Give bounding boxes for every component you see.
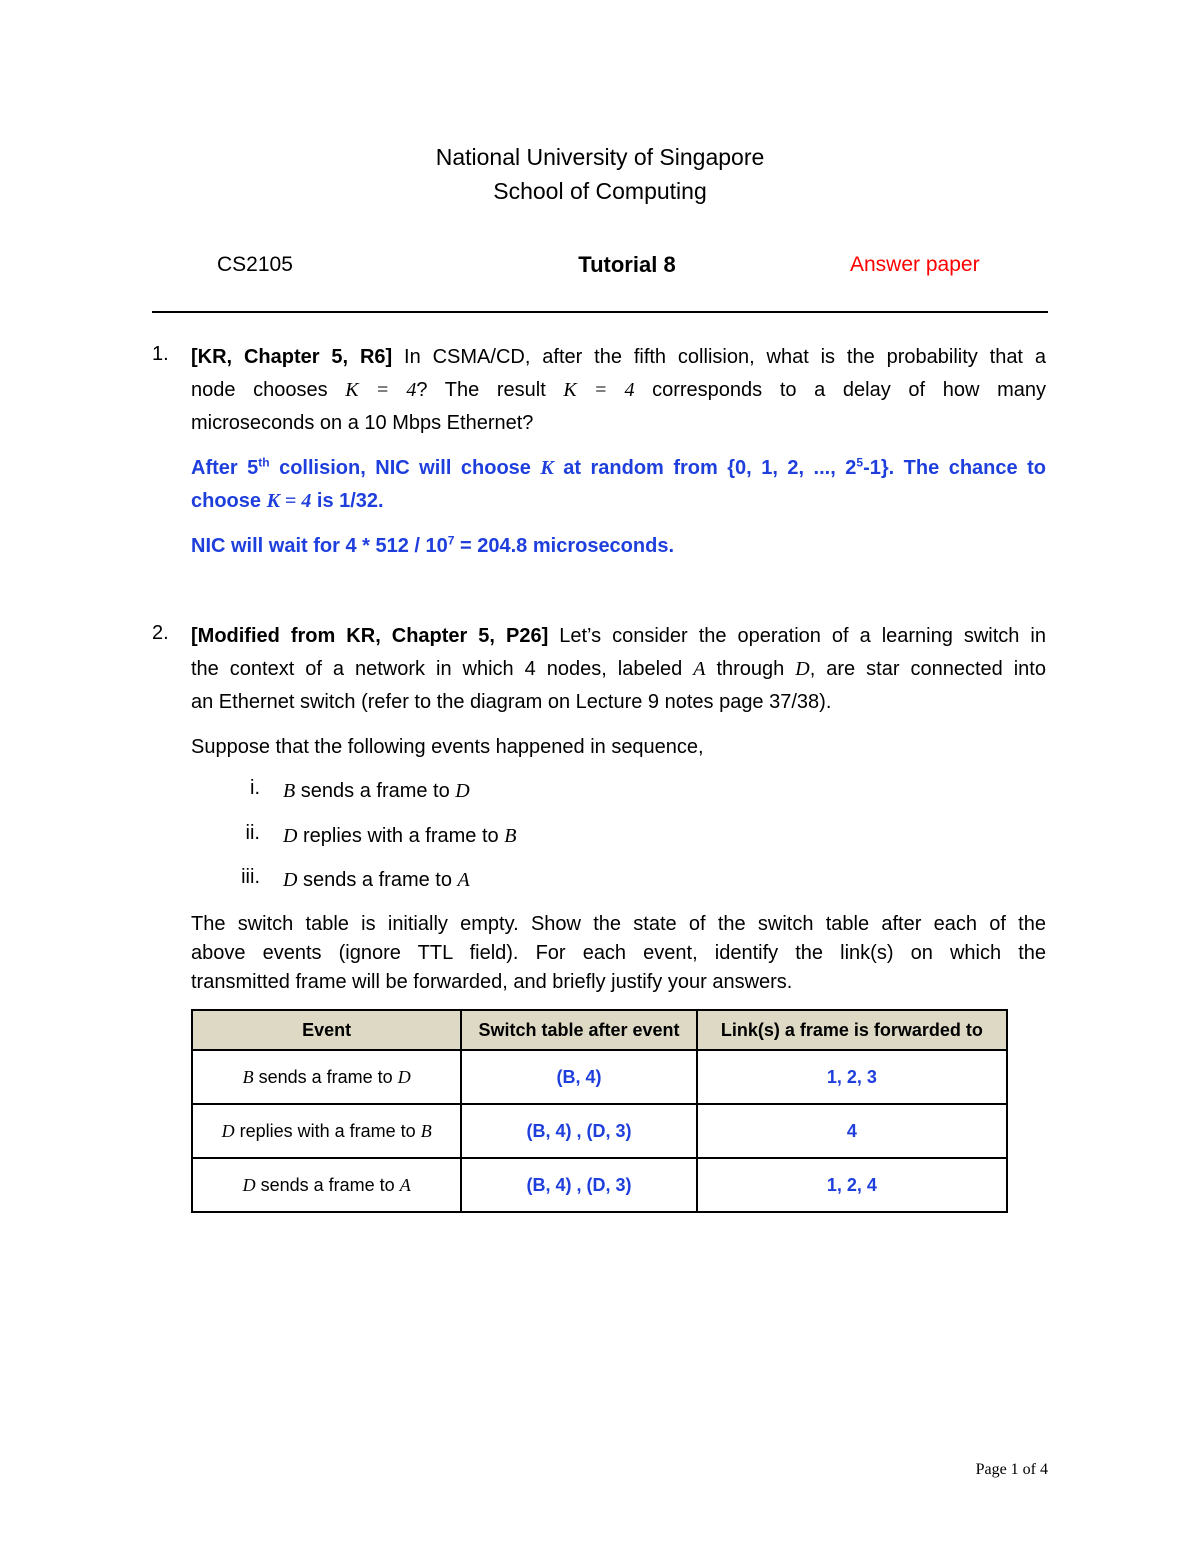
- event-3: [283, 864, 470, 897]
- q2-text-b2: through: [705, 658, 796, 680]
- event-1-from: B: [283, 780, 296, 802]
- event-2-from: D: [283, 825, 298, 847]
- row-1-links: 1, 2, 3: [697, 1050, 1007, 1104]
- q2-reference: [Modified from KR, Chapter 5, P26]: [191, 625, 549, 647]
- event-2-numeral: ii.: [245, 822, 260, 844]
- a1-text-a3: at random from {0, 1, 2, ..., 2: [553, 457, 857, 479]
- q1-math-k: K = 4: [345, 379, 417, 401]
- answer-1: [191, 452, 1046, 518]
- event-3-from: D: [283, 869, 298, 891]
- row-1-event: [192, 1050, 461, 1104]
- a1-sup-5: 5: [856, 455, 864, 470]
- table-row: [192, 1050, 1007, 1104]
- header-switch-table: Switch table after event: [461, 1010, 696, 1050]
- q1-text-c: microseconds on a 10 Mbps Ethernet?: [191, 412, 534, 434]
- a1-sup-7: 7: [447, 533, 455, 548]
- q2-node-a: A: [693, 658, 706, 680]
- a1-text-a4: -1}. The chance to: [863, 457, 1046, 479]
- switch-table: [191, 1009, 1008, 1213]
- q1-math-k2: K = 4: [563, 379, 635, 401]
- row-2-links: 4: [697, 1104, 1007, 1158]
- row-1-from: B: [242, 1066, 254, 1087]
- question-2-number: 2.: [152, 622, 169, 644]
- question-1-number: 1.: [152, 343, 169, 365]
- q1-text-b2: ? The result: [416, 379, 546, 401]
- event-2: [283, 820, 516, 853]
- row-2-to: B: [420, 1120, 432, 1141]
- event-1: [283, 775, 470, 808]
- answer-1-delay: [191, 530, 674, 563]
- q1-text-a: In CSMA/CD, after the fifth collision, what is the probability that a: [392, 346, 1046, 368]
- row-3-event: [192, 1158, 461, 1212]
- a1-text-b1: choose: [191, 490, 267, 512]
- page-number: Page 1 of 4: [975, 1461, 1048, 1478]
- q2-intro: Suppose that the following events happened in sequence,: [191, 736, 704, 758]
- a1-text-a2: collision, NIC will choose: [269, 457, 541, 479]
- q1-text-b1: node chooses: [191, 379, 328, 401]
- tutorial-title: Tutorial 8: [578, 252, 676, 277]
- row-1-mid: sends a frame to: [253, 1066, 398, 1087]
- event-1-numeral: i.: [250, 777, 260, 799]
- row-3-switch-table: (B, 4) , (D, 3): [461, 1158, 696, 1212]
- event-3-to: A: [457, 869, 470, 891]
- row-2-event: [192, 1104, 461, 1158]
- q2-text-b1: the context of a network in which 4 nodes, labeled: [191, 658, 694, 680]
- table-row: [192, 1158, 1007, 1212]
- q1-text-b3: corresponds to a delay of how many: [652, 379, 1046, 401]
- course-code: CS2105: [217, 253, 293, 276]
- row-3-to: A: [399, 1174, 411, 1195]
- q2-instructions: [191, 910, 1046, 997]
- header-event: Event: [192, 1010, 461, 1050]
- q2-instr-c: transmitted frame will be forwarded, and briefly justify your answers.: [191, 971, 793, 993]
- question-2: [191, 620, 1046, 719]
- q2-text-c: an Ethernet switch (refer to the diagram on Lecture 9 notes page 37/38).: [191, 691, 832, 713]
- a1-math-k: K: [540, 457, 554, 479]
- table-row: [192, 1104, 1007, 1158]
- a1-text-a1: After 5: [191, 457, 259, 479]
- row-1-switch-table: (B, 4): [461, 1050, 696, 1104]
- a1-text-b2: is 1/32.: [311, 490, 384, 512]
- a1-text-c2: = 204.8 microseconds.: [454, 535, 675, 557]
- row-2-switch-table: (B, 4) , (D, 3): [461, 1104, 696, 1158]
- q2-node-d: D: [795, 658, 810, 680]
- row-1-to: D: [397, 1066, 411, 1087]
- a1-sup-th: th: [258, 455, 270, 470]
- q2-instr-a: The switch table is initially empty. Show the state of the switch table after each of the: [191, 913, 1046, 935]
- a1-math-k4: K = 4: [266, 490, 312, 512]
- answer-paper-label: Answer paper: [850, 253, 980, 276]
- q1-reference: [KR, Chapter 5, R6]: [191, 346, 393, 368]
- school-name: School of Computing: [493, 178, 707, 204]
- event-3-numeral: iii.: [241, 866, 260, 888]
- q2-text-a: Let’s consider the operation of a learning switch in: [548, 625, 1046, 647]
- event-2-mid: replies with a frame to: [297, 825, 505, 847]
- table-header-row: [192, 1010, 1007, 1050]
- q2-instr-b: above events (ignore TTL field). For each event, identify the link(s) on which the: [191, 942, 1046, 964]
- row-2-mid: replies with a frame to: [234, 1120, 421, 1141]
- row-3-links: 1, 2, 4: [697, 1158, 1007, 1212]
- event-1-mid: sends a frame to: [295, 780, 456, 802]
- question-1: [191, 341, 1046, 440]
- row-3-from: D: [242, 1174, 256, 1195]
- row-2-from: D: [221, 1120, 235, 1141]
- row-3-mid: sends a frame to: [255, 1174, 400, 1195]
- event-3-mid: sends a frame to: [297, 869, 458, 891]
- header-divider: [152, 311, 1048, 313]
- event-2-to: B: [504, 825, 517, 847]
- university-name: National University of Singapore: [435, 144, 765, 170]
- q2-text-b3: , are star connected into: [809, 658, 1046, 680]
- header-links: Link(s) a frame is forwarded to: [697, 1010, 1007, 1050]
- a1-text-c1: NIC will wait for 4 * 512 / 10: [191, 535, 448, 557]
- event-1-to: D: [455, 780, 470, 802]
